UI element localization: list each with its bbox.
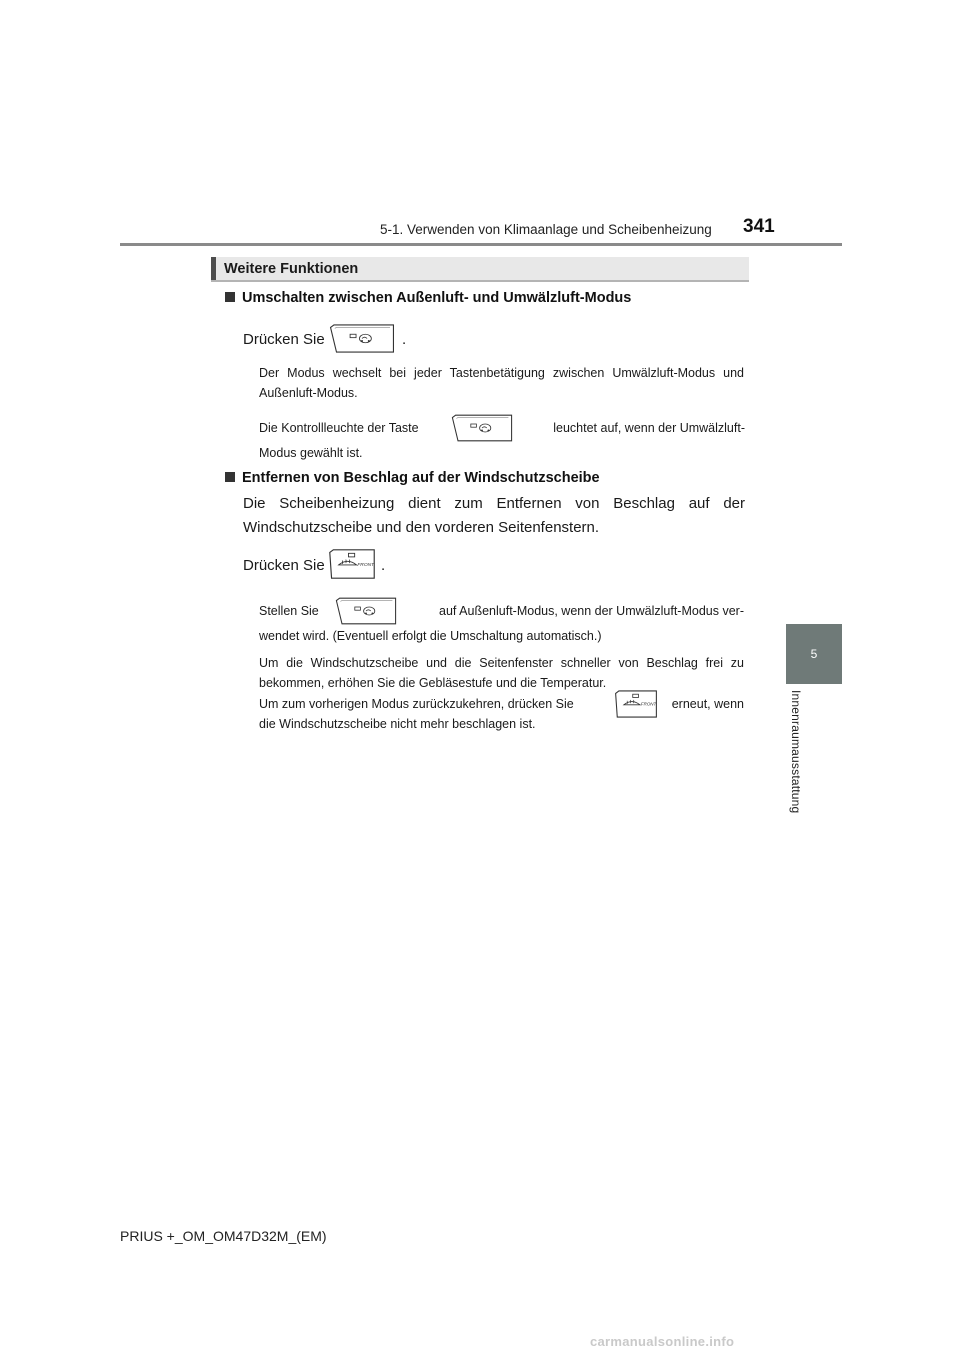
instruction-text: Drücken Sie	[243, 331, 325, 348]
subheading-defrost	[225, 470, 600, 486]
front-defroster-button-icon	[614, 689, 658, 719]
page-number: 341	[743, 216, 775, 237]
chapter-number: 5	[810, 647, 818, 661]
section-title: Weitere Funktionen	[224, 261, 359, 277]
footer-document-code: PRIUS +_OM_OM47D32M_(EM)	[120, 1228, 327, 1244]
note-indicator-line2: Modus gewählt ist.	[259, 446, 363, 460]
note-indicator-cont: leuchtet auf, wenn der Umwälzluft-	[553, 421, 745, 435]
note-text: Um zum vorherigen Modus zurückzukehren, drücken Sie	[259, 697, 574, 711]
header-divider	[120, 243, 842, 246]
recirculation-button-icon	[328, 322, 396, 355]
instruction-period: .	[402, 331, 407, 348]
recirculation-button-icon	[334, 595, 398, 627]
note-faster-defog: Um die Windschutzscheibe und die Seitenfenster schneller von Beschlag frei zu bekommen, erhöhen Sie die Gebläsestufe und die Temperatur.	[259, 656, 744, 690]
paragraph-defroster: Die Scheibenheizung dient zum Entfernen von Beschlag auf der Windschutzscheibe und den vorderen Seitenfenstern.	[243, 495, 745, 536]
section-title-bar	[211, 257, 749, 282]
recirculation-button-icon	[450, 412, 514, 444]
note-outside-air-line2: wendet wird. (Eventuell erfolgt die Umschaltung automatisch.)	[259, 629, 602, 643]
note-text: Stellen Sie	[259, 604, 319, 618]
front-defroster-button-icon	[328, 548, 376, 580]
note-text: Die Kontrollleuchte der Taste	[259, 421, 419, 435]
header-title: 5-1. Verwenden von Klimaanlage und Scheibenheizung	[380, 222, 712, 237]
note-outside-air-cont: auf Außenluft-Modus, wenn der Umwälzluft-Modus ver-	[439, 604, 744, 618]
chapter-label: Innenraumausstattung	[789, 690, 803, 814]
square-bullet-icon	[225, 292, 235, 302]
subheading-text: Umschalten zwischen Außenluft- und Umwälzluft-Modus	[242, 290, 632, 306]
subheading-recirculation	[225, 290, 631, 306]
instruction-defrost	[243, 557, 325, 574]
instruction-period: .	[381, 557, 386, 574]
instruction-text: Drücken Sie	[243, 557, 325, 574]
watermark: carmanualsonline.info	[590, 1334, 735, 1349]
note-return-cont: erneut, wenn	[671, 697, 744, 711]
instruction-recirculation	[243, 331, 325, 348]
section-marker	[211, 257, 216, 280]
subheading-text: Entfernen von Beschlag auf der Windschutzscheibe	[242, 470, 600, 486]
note-mode-toggle: Der Modus wechselt bei jeder Tastenbetätigung zwischen Umwälzluft-Modus und Außenluft-Modus.	[259, 366, 744, 400]
chapter-tab[interactable]	[786, 624, 842, 684]
square-bullet-icon	[225, 472, 235, 482]
note-return-line2: die Windschutzscheibe nicht mehr beschlagen ist.	[259, 717, 536, 731]
